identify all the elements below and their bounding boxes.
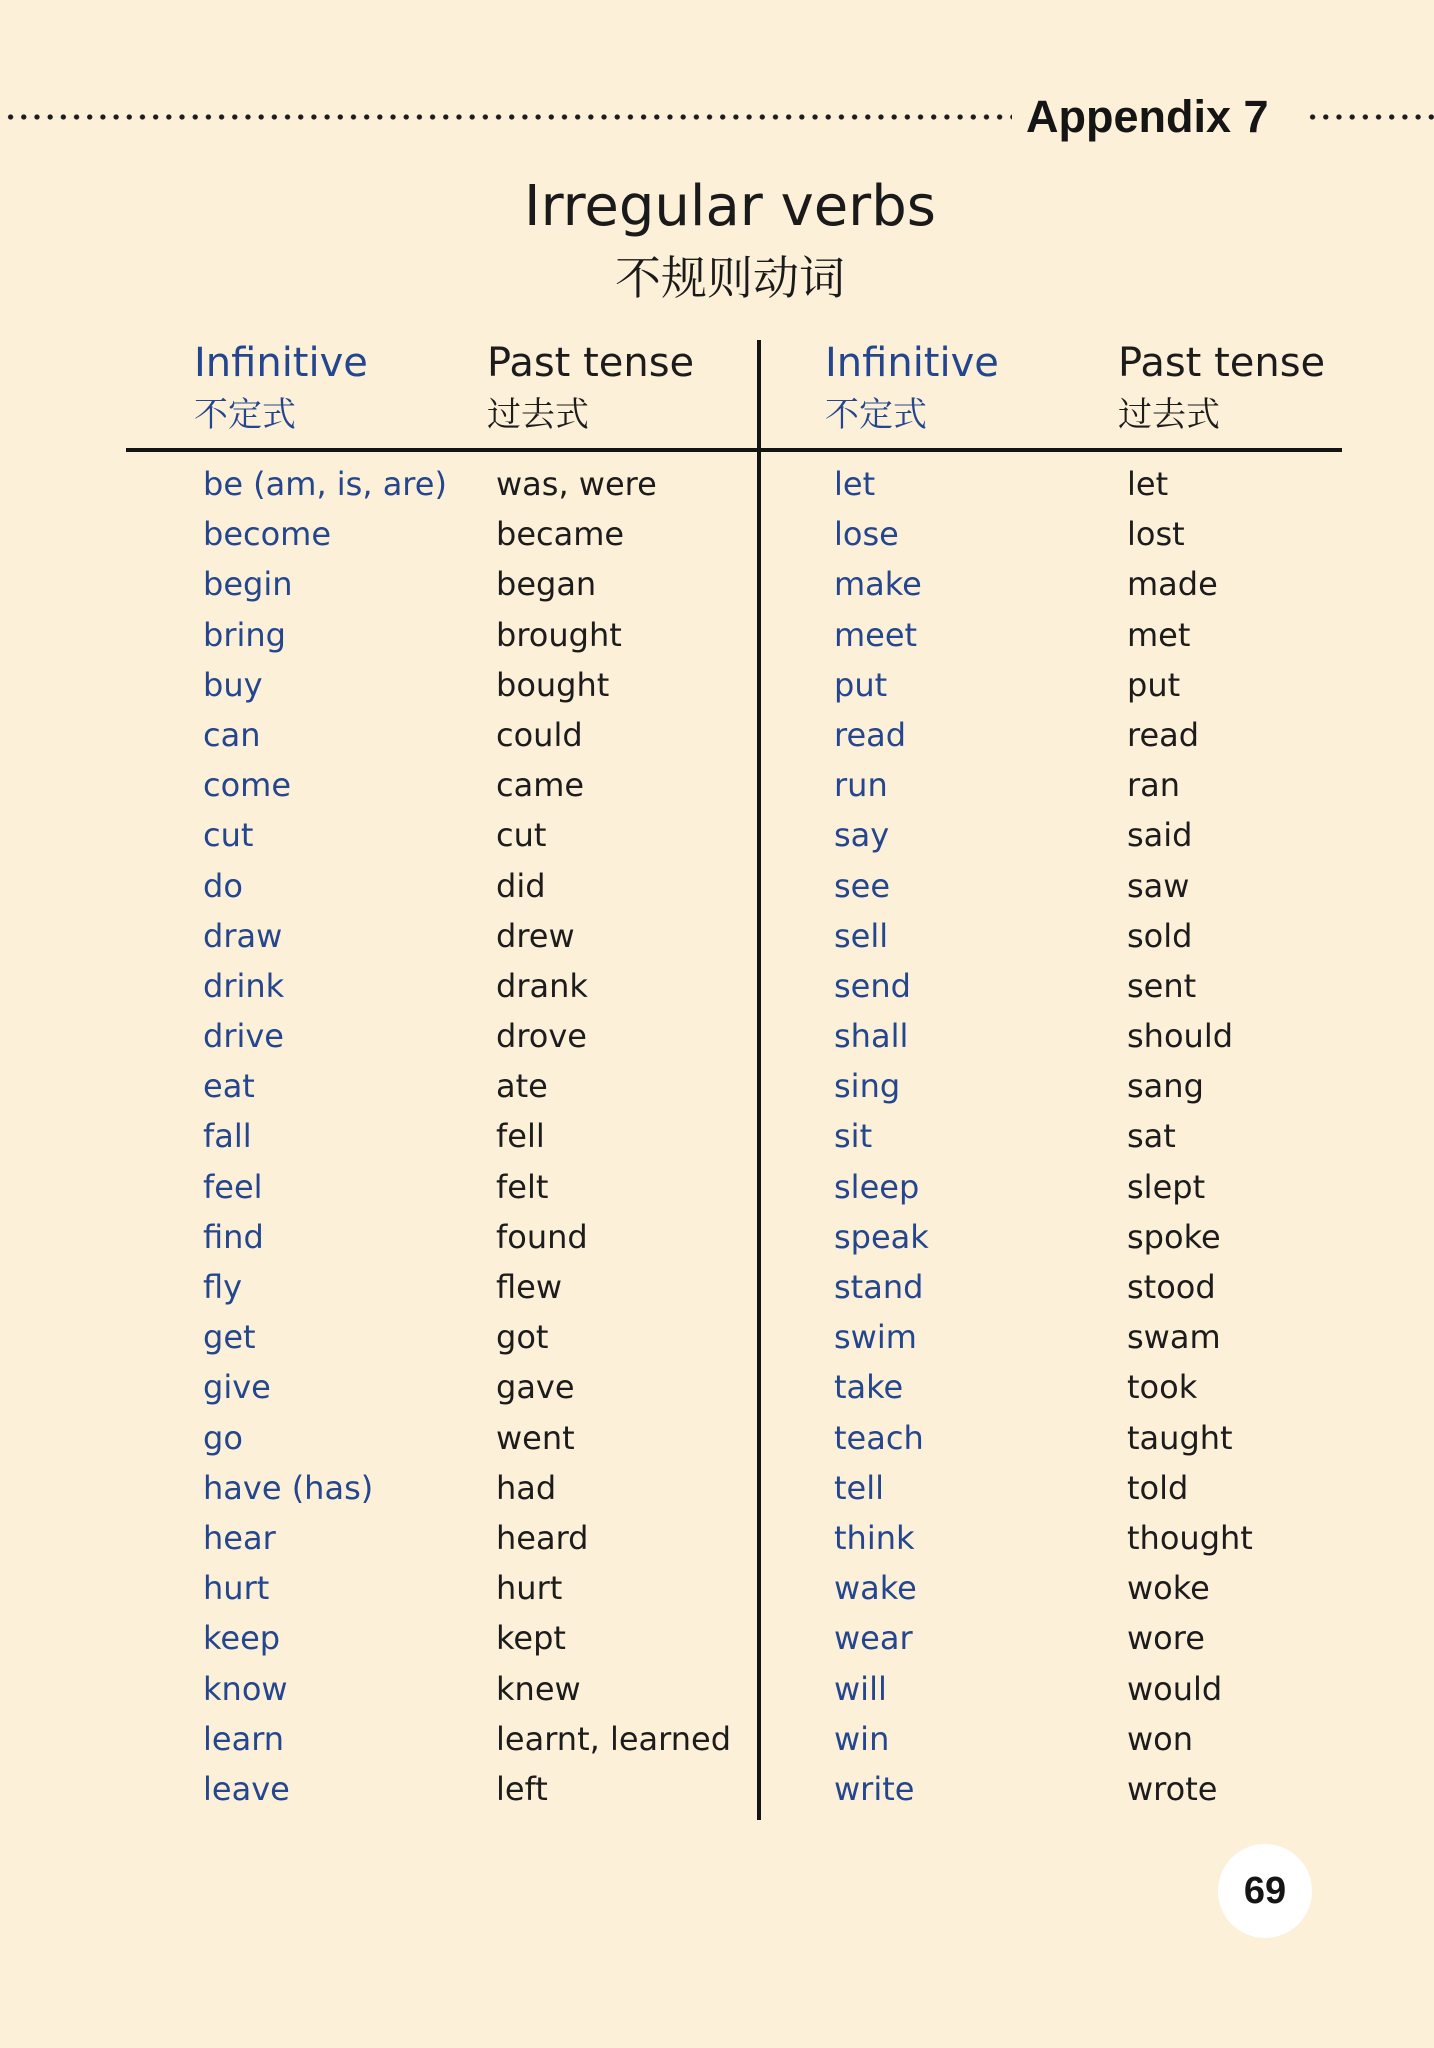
infinitive-cell: take <box>834 1368 904 1407</box>
past-tense-cell: went <box>496 1418 575 1457</box>
past-tense-cell: got <box>496 1318 549 1357</box>
past-tense-cell: said <box>1127 816 1193 855</box>
infinitive-cell: hear <box>203 1518 276 1557</box>
infinitive-cell: draw <box>203 916 283 955</box>
header-infinitive-zh: 不定式 <box>825 395 927 435</box>
infinitive-cell: sleep <box>834 1167 920 1206</box>
header-past-right <box>1118 338 1325 438</box>
past-tense-cell: wore <box>1127 1619 1205 1658</box>
past-tense-cell: ate <box>496 1067 548 1106</box>
dotted-leader-left <box>4 114 1012 120</box>
infinitive-cell: see <box>834 866 891 905</box>
infinitive-cell: sell <box>834 916 889 955</box>
infinitive-cell: write <box>834 1769 915 1808</box>
infinitive-cell: run <box>834 766 888 805</box>
appendix-header <box>0 92 1434 142</box>
header-rule <box>126 448 1342 452</box>
infinitive-cell: drink <box>203 966 285 1005</box>
infinitive-cell: keep <box>203 1619 281 1658</box>
past-tense-cell: took <box>1127 1368 1198 1407</box>
past-tense-cell: felt <box>496 1167 549 1206</box>
infinitive-cell: fly <box>203 1268 243 1306</box>
infinitive-cell: sit <box>834 1117 873 1156</box>
past-tense-cell: read <box>1127 715 1200 754</box>
past-tense-cell: came <box>496 766 585 805</box>
infinitive-cell: wear <box>834 1619 913 1658</box>
header-past-zh: 过去式 <box>487 395 589 435</box>
infinitive-cell: win <box>834 1719 890 1758</box>
infinitive-cell: say <box>834 816 890 855</box>
past-tense-cell: began <box>496 565 597 604</box>
infinitive-cell: lose <box>834 515 899 554</box>
past-tense-cell: slept <box>1127 1167 1206 1206</box>
infinitive-cell: meet <box>834 615 918 654</box>
page-number: 69 <box>1243 1870 1287 1912</box>
infinitive-cell: be (am, is, are) <box>203 465 447 503</box>
header-infinitive-zh: 不定式 <box>194 395 296 435</box>
page-title: Irregular verbs <box>524 174 936 239</box>
past-tense-cell: met <box>1127 615 1191 654</box>
past-tense-cell: sang <box>1127 1067 1204 1106</box>
infinitive-cell: cut <box>203 816 254 855</box>
past-tense-cell: ran <box>1127 766 1181 805</box>
past-tense-cell: should <box>1127 1017 1234 1056</box>
infinitive-cell: leave <box>203 1769 290 1808</box>
header-infinitive-right <box>825 338 999 438</box>
infinitive-cell: hurt <box>203 1569 270 1608</box>
infinitive-cell: make <box>834 565 922 604</box>
past-tense-cell: left <box>496 1769 548 1808</box>
right-past-column <box>1127 459 1253 1814</box>
infinitive-cell: will <box>834 1669 887 1708</box>
header-past-en: Past tense <box>487 340 695 386</box>
infinitive-cell: wake <box>834 1569 917 1608</box>
infinitive-cell: go <box>203 1418 243 1457</box>
header-infinitive-en: Infinitive <box>194 340 368 386</box>
page-number-badge <box>1218 1844 1312 1938</box>
past-tense-cell: saw <box>1127 866 1190 905</box>
past-tense-cell: bought <box>496 665 610 704</box>
infinitive-cell: begin <box>203 565 293 604</box>
header-infinitive-left <box>194 338 368 438</box>
past-tense-cell: made <box>1127 565 1218 604</box>
page-subtitle-chinese: 不规则动词 <box>615 251 845 305</box>
past-tense-cell: woke <box>1127 1569 1210 1608</box>
header-past-zh: 过去式 <box>1118 395 1220 435</box>
past-tense-cell: drew <box>496 916 575 955</box>
past-tense-cell: brought <box>496 615 622 654</box>
infinitive-cell: have (has) <box>203 1468 374 1507</box>
infinitive-cell: fall <box>203 1117 252 1156</box>
past-tense-cell: sold <box>1127 916 1193 955</box>
infinitive-cell: come <box>203 766 292 805</box>
right-infinitive-column <box>834 459 929 1814</box>
infinitive-cell: speak <box>834 1217 929 1256</box>
infinitive-cell: tell <box>834 1468 885 1507</box>
past-tense-cell: heard <box>496 1518 589 1557</box>
past-tense-cell: drove <box>496 1017 587 1056</box>
past-tense-cell: won <box>1127 1719 1194 1758</box>
past-tense-cell: was, were <box>496 465 657 503</box>
infinitive-cell: do <box>203 866 243 905</box>
past-tense-cell: flew <box>496 1268 563 1306</box>
infinitive-cell: give <box>203 1368 271 1407</box>
past-tense-cell: taught <box>1127 1418 1233 1457</box>
past-tense-cell: wrote <box>1127 1769 1218 1808</box>
past-tense-cell: told <box>1127 1468 1189 1507</box>
past-tense-cell: kept <box>496 1619 566 1658</box>
past-tense-cell: would <box>1127 1669 1223 1708</box>
past-tense-cell: hurt <box>496 1569 563 1608</box>
infinitive-cell: send <box>834 966 911 1005</box>
infinitive-cell: teach <box>834 1418 924 1457</box>
header-infinitive-en: Infinitive <box>825 340 999 386</box>
infinitive-cell: become <box>203 515 332 554</box>
past-tense-cell: swam <box>1127 1318 1221 1357</box>
past-tense-cell: had <box>496 1468 557 1507</box>
infinitive-cell: shall <box>834 1017 909 1056</box>
header-past-left <box>487 338 694 438</box>
infinitive-cell: can <box>203 715 261 754</box>
infinitive-cell: read <box>834 715 907 754</box>
center-divider <box>757 340 761 1820</box>
past-tense-cell: let <box>1127 465 1169 503</box>
past-tense-cell: drank <box>496 966 588 1005</box>
past-tense-cell: knew <box>496 1669 581 1708</box>
infinitive-cell: learn <box>203 1719 285 1758</box>
infinitive-cell: know <box>203 1669 288 1708</box>
dotted-leader-right <box>1306 114 1434 120</box>
infinitive-cell: find <box>203 1217 264 1256</box>
past-tense-cell: put <box>1127 665 1181 704</box>
past-tense-cell: learnt, learned <box>496 1719 732 1758</box>
past-tense-cell: thought <box>1127 1518 1253 1557</box>
infinitive-cell: stand <box>834 1268 924 1306</box>
past-tense-cell: sat <box>1127 1117 1176 1156</box>
left-infinitive-column <box>203 459 447 1814</box>
past-tense-cell: cut <box>496 816 547 855</box>
header-past-en: Past tense <box>1118 340 1326 386</box>
infinitive-cell: bring <box>203 615 286 654</box>
past-tense-cell: could <box>496 715 583 754</box>
past-tense-cell: sent <box>1127 966 1197 1005</box>
past-tense-cell: stood <box>1127 1268 1216 1306</box>
past-tense-cell: did <box>496 866 546 905</box>
past-tense-cell: fell <box>496 1117 545 1156</box>
past-tense-cell: spoke <box>1127 1217 1221 1256</box>
infinitive-cell: let <box>834 465 876 503</box>
past-tense-cell: found <box>496 1217 588 1256</box>
infinitive-cell: feel <box>203 1167 263 1206</box>
past-tense-cell: lost <box>1127 515 1185 554</box>
infinitive-cell: think <box>834 1518 915 1557</box>
appendix-label: Appendix 7 <box>1026 91 1269 142</box>
infinitive-cell: get <box>203 1318 256 1357</box>
infinitive-cell: sing <box>834 1067 901 1106</box>
infinitive-cell: swim <box>834 1318 917 1357</box>
past-tense-cell: gave <box>496 1368 575 1407</box>
infinitive-cell: drive <box>203 1017 284 1056</box>
infinitive-cell: put <box>834 665 888 704</box>
past-tense-cell: became <box>496 515 625 554</box>
left-past-column <box>496 459 731 1814</box>
infinitive-cell: eat <box>203 1067 255 1106</box>
infinitive-cell: buy <box>203 665 263 704</box>
